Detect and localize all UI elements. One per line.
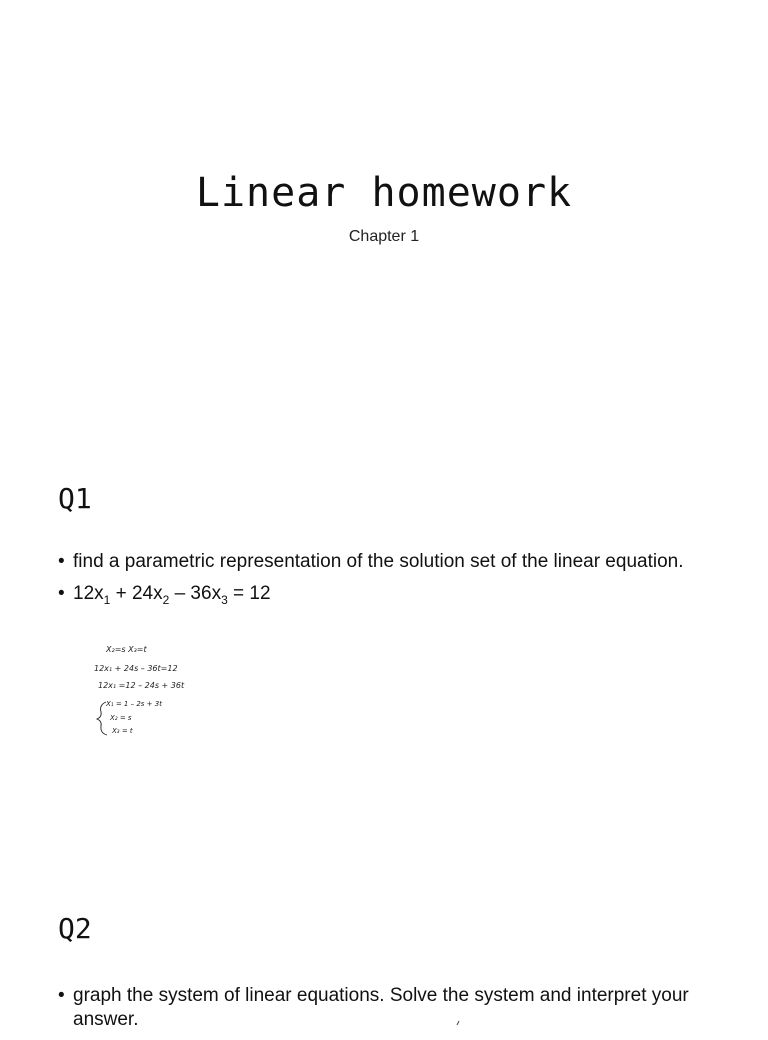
question-1-instruction-item xyxy=(58,550,718,574)
question-2-bullets xyxy=(58,984,718,1040)
handwritten-line-5: X₂ = s xyxy=(110,714,132,722)
question-2-heading: Q2 xyxy=(58,912,92,945)
question-2-slide xyxy=(0,860,768,1030)
equation-subscript-1: 1 xyxy=(103,592,111,607)
bullet-icon: • xyxy=(58,985,65,1006)
page-subtitle: Chapter 1 xyxy=(348,228,420,245)
bullet-icon: • xyxy=(58,551,65,572)
handwritten-line-3: 12x₁ =12 – 24s + 36t xyxy=(98,681,185,690)
handwritten-solution xyxy=(90,640,220,740)
question-2-instruction: graph the system of linear equations. Solve the system and interpret your answer. xyxy=(73,985,689,1030)
handwritten-line-6: X₃ = t xyxy=(112,727,133,735)
question-2-instruction-item xyxy=(58,984,718,1032)
question-1-instruction: find a parametric representation of the solution set of the linear equation. xyxy=(73,551,684,572)
equation-subscript-3: 3 xyxy=(221,592,228,607)
question-1-equation xyxy=(73,583,271,607)
question-1-equation-item xyxy=(58,582,718,612)
equation-term-1: 12x xyxy=(73,583,104,604)
question-1-heading: Q1 xyxy=(58,482,92,515)
pen-mark-icon xyxy=(455,1020,465,1026)
page-title: Linear homework xyxy=(195,170,573,216)
equation-term-3: – 36x xyxy=(169,583,222,604)
handwritten-line-4: X₁ = 1 – 2s + 3t xyxy=(106,700,162,708)
handwritten-line-2: 12x₁ + 24s – 36t=12 xyxy=(94,664,178,673)
handwritten-line-1: X₂=s X₃=t xyxy=(106,645,147,654)
equation-rhs: = 12 xyxy=(227,583,271,604)
question-1-slide xyxy=(0,430,768,860)
equation-term-2: + 24x xyxy=(110,583,163,604)
equation-subscript-2: 2 xyxy=(162,592,170,607)
bullet-icon: • xyxy=(58,583,65,604)
title-slide xyxy=(0,0,768,430)
question-1-bullets xyxy=(58,550,718,620)
